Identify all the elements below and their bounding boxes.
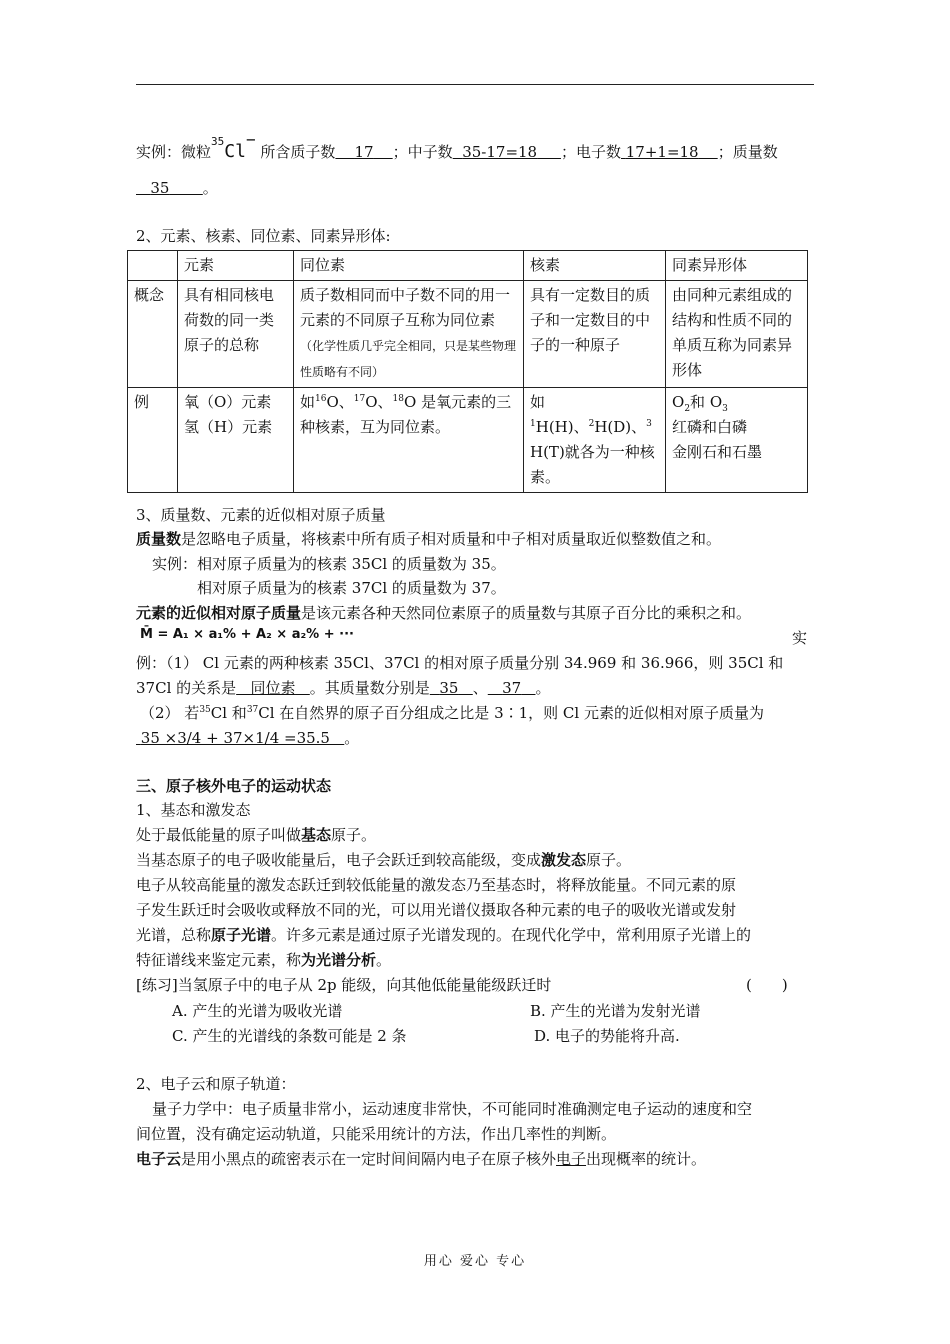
p2-a: 当基态原子的电子吸收能量后，电子会跃迁到较高能级，变成 — [136, 851, 542, 869]
nuclide-ex-a: 如 — [530, 393, 546, 411]
approx-mass-text: 是该元素各种天然同位素原子的质量数与其原子百分比的乘积之和。 — [301, 604, 752, 622]
isotope-ex-c: O、 — [365, 393, 393, 411]
part3-title: 三、原子核外电子的运动状态 — [136, 777, 332, 795]
cell-concept-allotrope: 由同种元素组成的结构和性质不同的单质互称为同素异形体 — [666, 281, 808, 388]
option-b: B. 产生的光谱为发射光谱 — [530, 1002, 701, 1020]
atomic-spectrum-term: 原子光谱 — [211, 926, 272, 944]
answer-paren: ( ) — [746, 976, 788, 994]
question-2 — [140, 703, 764, 723]
question-2-answer — [136, 728, 359, 748]
cell-example-element: 氧（O）元素 氢（H）元素 — [178, 388, 294, 493]
table-header-row — [128, 251, 808, 281]
q1-relation-value: 同位素 — [250, 679, 296, 697]
chloride-mass: 35 — [211, 135, 225, 148]
section2-title: 2、元素、核素、同位素、同素异形体: — [136, 227, 391, 245]
isotope-ex-b: O、 — [326, 393, 354, 411]
q2-answer-value: 35 ×3/4 + 37×1/4 =35.5 — [140, 729, 330, 747]
p3-l3-a: 光谱，总称 — [136, 926, 212, 944]
question-1-answers — [136, 678, 551, 698]
allotrope-o2: O — [672, 393, 685, 411]
mass-number-definition — [136, 529, 721, 549]
isotope-ex-m2: 17 — [353, 394, 366, 404]
mass-number-text: 是忽略电子质量，将核素中所有质子相对质量和中子相对质量取近似整数值之和。 — [181, 530, 722, 548]
option-a: A. 产生的光谱为吸收光谱 — [172, 1002, 343, 1020]
allotrope-o2-sub: 2 — [684, 404, 691, 414]
header-cell-element: 元素 — [178, 251, 294, 281]
protons-label: 所含质子数 — [260, 143, 336, 161]
p3-l3-c: 。许多元素是通过原子光谱发现的。在现代化学中，常利用原子光谱上的 — [271, 926, 752, 944]
quantum-line-1: 量子力学中：电子质量非常小，运动速度非常快，不可能同时准确测定电子运动的速度和空 — [152, 1100, 753, 1118]
header-cell-allotrope: 同素异形体 — [666, 251, 808, 281]
mass-end: 。 — [202, 179, 218, 197]
q2-mass-37: 37 — [246, 705, 259, 715]
chloride-symbol: Cl — [224, 141, 246, 162]
header-rule — [136, 84, 814, 85]
option-c: C. 产生的光谱线的条数可能是 2 条 — [172, 1027, 407, 1045]
spectrum-line-4 — [136, 950, 391, 970]
cell-example-nuclide — [524, 388, 666, 493]
q1-mass1-value: 35 — [439, 679, 459, 697]
cell-concept-element: 具有相同核电荷数的同一类原子的总称 — [178, 281, 294, 388]
q2-text-b: Cl 和 — [210, 704, 247, 722]
ground-state-text — [136, 825, 376, 845]
q1-text-a: 37Cl 的关系是 — [136, 679, 237, 697]
quantum-line-2: 间位置，没有确定运动轨道，只能采用统计的方法，作出几率性的判断。 — [136, 1125, 617, 1143]
neutrons-answer — [453, 143, 561, 161]
header-cell-blank — [128, 251, 178, 281]
mass-value: 35 — [150, 179, 170, 197]
concept-table — [127, 250, 808, 493]
electrons-answer — [621, 143, 718, 161]
q1-text-c: 、 — [472, 679, 488, 697]
chloride-charge: − — [245, 130, 256, 149]
approx-mass-term: 元素的近似相对原子质量 — [136, 604, 302, 622]
electron-cloud-term: 电子云 — [136, 1150, 182, 1168]
q1-text-b: 。其质量数分别是 — [309, 679, 430, 697]
p2-c: 原子。 — [586, 851, 632, 869]
q2-mass-35: 35 — [199, 705, 211, 715]
electrons-value: 17+1=18 — [625, 143, 699, 161]
subsection-ground-excited: 1、基态和激发态 — [136, 801, 251, 819]
q1-mass2-value: 37 — [502, 679, 522, 697]
section3-title: 3、质量数、元素的近似相对原子质量 — [136, 506, 386, 524]
concept-isotope-text: 质子数相同而中子数不同的用一元素的不同原子互称为同位素 — [300, 286, 511, 329]
spectral-analysis-term: 为光谱分析 — [301, 951, 377, 969]
q2-answer — [136, 729, 344, 747]
mass-number-line — [136, 178, 218, 198]
allotrope-o3-sub: 3 — [722, 404, 728, 414]
option-d: D. 电子的势能将升高. — [534, 1027, 680, 1045]
spectrum-line-1: 电子从较高能量的激发态跃迁到较低能量的激发态乃至基态时，将释放能量。不同元素的原 — [136, 876, 737, 894]
cloud-b: 是用小黑点的疏密表示在一定时间间隔内电子在原子核外 — [181, 1150, 557, 1168]
p3-l4-a: 特征谱线来鉴定元素，称 — [136, 951, 302, 969]
practice-question: [练习]当氢原子中的电子从 2p 能级，向其他低能量能级跃迁时 — [136, 976, 552, 994]
allotrope-o3: 和 O — [690, 393, 723, 411]
ground-state-term: 基态 — [301, 826, 332, 844]
protons-answer — [335, 143, 392, 161]
electron-cloud-definition — [136, 1149, 706, 1169]
electrons-label: ；电子数 — [560, 143, 621, 161]
avg-mass-formula: M̄ = A₁ × a₁% + A₂ × a₂% + ··· — [140, 627, 354, 642]
cloud-d: 出现概率的统计。 — [586, 1150, 707, 1168]
excited-state-text — [136, 850, 631, 870]
cell-example-isotope — [294, 388, 524, 493]
nuclide-ex-m1: 1 — [530, 419, 536, 429]
concept-isotope-note: （化学性质几乎完全相同，只是某些物理性质略有不同） — [300, 339, 517, 379]
neutrons-value: 35-17=18 — [462, 143, 538, 161]
excited-state-term: 激发态 — [541, 851, 587, 869]
cloud-electron-underlined: 电子 — [556, 1150, 587, 1168]
mass-answer — [136, 179, 203, 197]
spectrum-line-3 — [136, 925, 751, 945]
neutrons-label: ；中子数 — [392, 143, 453, 161]
isotope-ex-d: O 是氧元素的三种核素，互为同位素。 — [300, 393, 512, 436]
q1-answer-mass1 — [430, 679, 473, 697]
question-1: 例：（1） Cl 元素的两种核素 35Cl、37Cl 的相对原子质量分别 34.969 和 36.966，则 35Cl 和 — [136, 654, 784, 672]
nuclide-ex-d: H(T)就各为一种核素。 — [530, 443, 655, 486]
row-label-example: 例 — [128, 388, 178, 493]
page-footer: 用心 爱心 专心 — [423, 1254, 527, 1269]
p3-l4-c: 。 — [376, 951, 392, 969]
example-line — [136, 130, 778, 162]
approx-mass-definition — [136, 603, 751, 623]
table-row-concept — [128, 281, 808, 388]
header-cell-isotope: 同位素 — [294, 251, 524, 281]
nuclide-ex-b: H(H)、 — [535, 418, 589, 436]
example-prefix: 实例：微粒 — [136, 143, 212, 161]
subsection-electron-cloud: 2、电子云和原子轨道： — [136, 1075, 296, 1093]
p1-c: 原子。 — [331, 826, 377, 844]
chloride-ion — [211, 130, 256, 162]
table-row-example — [128, 388, 808, 493]
cell-concept-nuclide: 具有一定数目的质子和一定数目的中子的一种原子 — [524, 281, 666, 388]
isotope-ex-m3: 18 — [392, 394, 404, 404]
spectrum-line-2: 子发生跃迁时会吸收或释放不同的光，可以用光谱仪摄取各种元素的电子的吸收光谱或发射 — [136, 901, 737, 919]
p1-a: 处于最低能量的原子叫做 — [136, 826, 302, 844]
q2-text-c: Cl 在自然界的原子百分组成之比是 3∶1，则 Cl 元素的近似相对原子质量为 — [258, 704, 764, 722]
header-cell-nuclide: 核素 — [524, 251, 666, 281]
q2-text-a: （2） 若 — [140, 704, 200, 722]
allotrope-phosphorus: 红磷和白磷 — [672, 418, 748, 436]
protons-value: 17 — [354, 143, 374, 161]
nuclide-ex-m2: 2 — [588, 419, 595, 429]
cell-concept-isotope — [294, 281, 524, 388]
q1-answer-mass2 — [488, 679, 536, 697]
row-label-concept: 概念 — [128, 281, 178, 388]
allotrope-carbon: 金刚石和石墨 — [672, 443, 763, 461]
q1-text-d: 。 — [535, 679, 551, 697]
example-37cl: 相对原子质量为的核素 37Cl 的质量数为 37。 — [197, 579, 506, 597]
mass-number-term: 质量数 — [136, 530, 182, 548]
shi-char: 实 — [792, 629, 808, 647]
isotope-ex-a: 如 — [300, 393, 316, 411]
mass-label: ；质量数 — [717, 143, 778, 161]
cell-example-allotrope — [666, 388, 808, 493]
nuclide-ex-m3: 3 — [646, 419, 652, 429]
isotope-ex-m1: 16 — [315, 394, 327, 404]
q2-end: 。 — [344, 729, 360, 747]
nuclide-ex-c: H(D)、 — [594, 418, 647, 436]
q1-answer-relation — [236, 679, 310, 697]
example-35cl: 实例：相对原子质量为的核素 35Cl 的质量数为 35。 — [152, 555, 506, 573]
